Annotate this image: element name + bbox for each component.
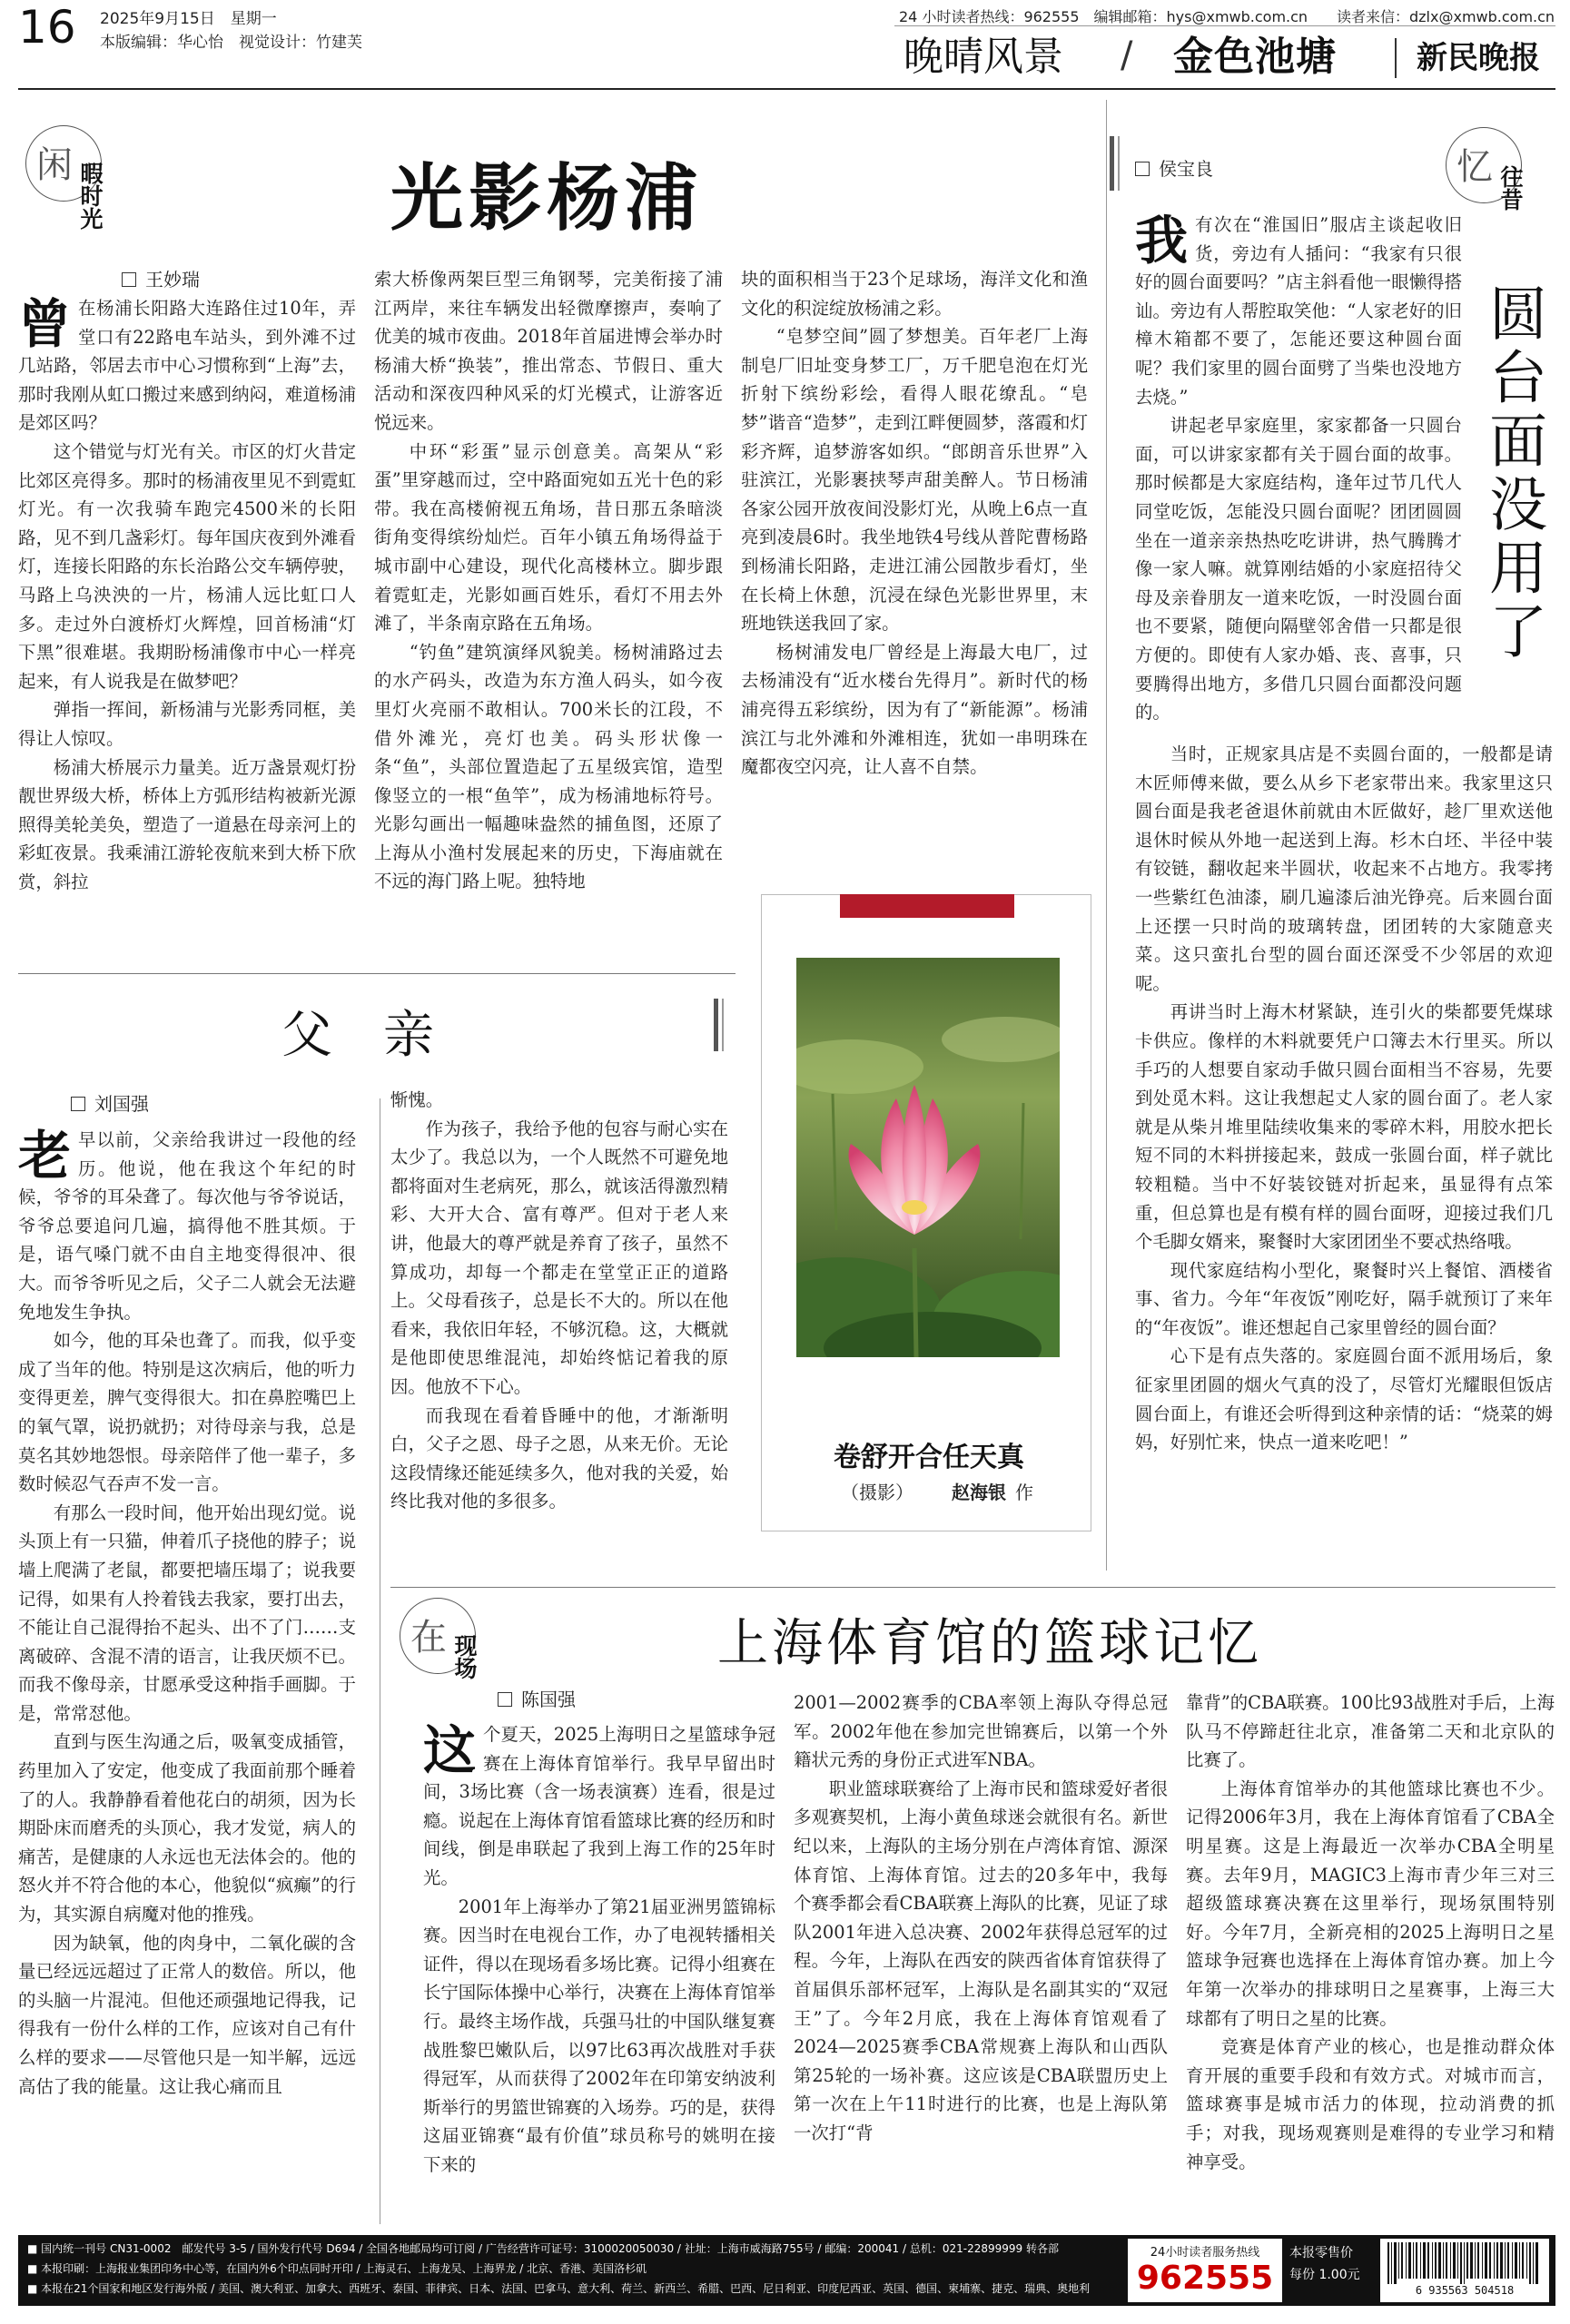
paragraph-continued: 2001—2002赛季的CBA率领上海队夺得总冠军。2002年他在参加完世锦赛后，以第一个外籍状元秀的身份正式进军NBA。 <box>794 1692 1168 1771</box>
paragraph: 中环“彩蛋”显示创意美。高架从“彩蛋”里穿越而过，空中路面宛如五光十色的彩带。我在高楼俯视五角场，昔日那五条暗淡街角变得缤纷灿烂。百年小镇五角场得益于城市副中心建设，现代化高楼林立。脚步跟着霓虹走，光影如画百姓乐，看灯不用去外滩了，半条南京路在五角场。 <box>374 440 723 635</box>
article-column <box>374 265 723 948</box>
paragraph: 因为缺氧，他的肉身中，二氧化碳的含量已经远远超过了正常人的数倍。所以，他的头脑一片混沌。但他还顽强地记得我，记得我有一份什么样的工作，应该对自己有什么样的要求——尽管他只是一知半解，远远高估了我的能量。这让我心痛而且 <box>18 1932 356 2097</box>
footer-hotline-label: 24小时读者服务热线 <box>1150 2246 1260 2260</box>
badge-memory-main: 忆 <box>1456 146 1493 188</box>
section-slash: / <box>1121 34 1133 76</box>
lead-paragraph: 有次在“淮国旧”服店主谈起收旧货，旁边有人插问：“我家有只很好的圆台面要吗？”店主斜看他一眼懒得搭讪。旁边有人帮腔取笑他：“人家老好的旧樟木箱都不要了，怎能还要这种圆台面呢？我们家里的圆台面劈了当柴也没地方去烧。” <box>1135 214 1462 408</box>
photo-caption: 卷舒开合任天真 <box>834 1442 1024 1473</box>
badge-leisure-sub: 暇时光 <box>77 162 104 230</box>
byline-liu <box>71 1089 149 1116</box>
paragraph: 杨浦大桥展示力量美。近万盏景观灯扮靓世界级大桥，桥体上方弧形结构被新光源照得美轮美奂，塑造了一道悬在母亲河上的彩虹夜景。我乘浦江游轮夜航来到大桥下欣赏，斜拉 <box>18 756 356 892</box>
masthead-divider <box>1395 38 1397 78</box>
paragraph: 而我现在看着昏睡中的他，才渐渐明白，父子之恩、母子之恩，从来无价。无论这段情缘还能延续多久，他对我的关爱，始终比我对他的多很多。 <box>390 1404 728 1512</box>
footer-line: ■ 本报在21个国家和地区发行海外版 / 美国、澳大利亚、加拿大、西班牙、泰国、菲律宾、日本、法国、巴拿马、意大利、荷兰、新西兰、希腊、巴西、尼日利亚、印度尼西亚、英国、德国、柬埔寨、捷克、瑞典、奥地利 <box>27 2282 1091 2295</box>
paragraph: 现代家庭结构小型化，聚餐时兴上餐馆、酒楼省事、省力。今年“年夜饭”刚吃好，隔手就预订了来年的“年夜饭”。谁还想起自己家里曾经的圆台面？ <box>1135 1259 1553 1338</box>
article-title-father: 父 亲 <box>281 1006 434 1065</box>
article-column <box>1135 211 1462 728</box>
article-column <box>794 1689 1168 2224</box>
paragraph: 杨树浦发电厂曾经是上海最大电厂，过去杨浦没有“近水楼台先得月”。新时代的杨浦亮得五彩缤纷，因为有了“新能源”。杨浦滨江与北外滩和外滩相连，犹如一串明珠在魔都夜空闪亮，让人喜不自禁。 <box>741 641 1088 778</box>
footer-line: ■ 国内统一刊号 CN31-0002 邮发代号 3-5 / 国外发行代号 D694 / 全国各地邮局均可订阅 / 广告经营许可证号：3100020050030 / 社址：上海市威海路755号 / 邮编：200041 / 总机：021-22899999 转各部 <box>27 2242 1059 2255</box>
article-column <box>390 1086 728 1594</box>
photo-credit <box>841 1478 1033 1504</box>
paragraph: 作为孩子，我给予他的包容与耐心实在太少了。我总以为，一个人既然不可避免地都将面对生老病死，那么，就该活得激烈精彩、大开大合、富有尊严。但对于老人来讲，他最大的尊严就是养育了孩子，虽然不算成功，却每一个都走在堂堂正正的道路上。父母看孩子，总是长不大的。所以在他看来，我依旧年轻，不够沉稳。这，大概就是他即使思维混沌，却始终惦记着我的原因。他放不下心。 <box>390 1118 728 1397</box>
badge-leisure-main: 闲 <box>36 144 73 186</box>
lead-paragraph: 个夏天，2025上海明日之星篮球争冠赛在上海体育馆举行。我早早留出时间，3场比赛（含一场表演赛）连看，很是过瘾。说起在上海体育馆看篮球比赛的经历和时间线，倒是串联起了我到上海工作的25年时光。 <box>423 1724 775 1888</box>
dropcap: 老 <box>18 1126 72 1187</box>
masthead-editors: 本版编辑：华心怡 视觉设计：竹建芙 <box>100 34 362 52</box>
footer-hotline-box <box>1128 2239 1282 2302</box>
author-name: 陈国强 <box>521 1689 576 1710</box>
byline-box-icon <box>1135 162 1150 176</box>
paragraph: 职业篮球联赛给了上海市民和篮球爱好者很多观赛契机，上海小黄鱼球迷会就很有名。新世纪以来，上海队的主场分别在卢湾体育馆、源深体育馆、上海体育馆。过去的20多年中，我每个赛季都会看CBA联赛上海队的比赛，见证了球队2001年进入总决赛、2002年获得总冠军的过程。今年，上海队在西安的陕西省体育馆获得了首届俱乐部杯冠军，上海队是名副其实的“双冠王”了。今年2月底，我在上海体育馆观看了2024—2025赛季CBA常规赛上海队和山西队第25轮的一场补赛。这应该是CBA联盟历史上第一次在上午11时进行的比赛，也是上海队第一次打“背 <box>794 1777 1168 2143</box>
paragraph: 如今，他的耳朵也聋了。而我，似乎变成了当年的他。特别是这次病后，他的听力变得更差，脾气变得很大。扣在鼻腔嘴巴上的氧气罩，说扔就扔；对待母亲与我，总是莫名其妙地怨恨。母亲陪伴了他一辈子，多数时候忍气吞声不发一言。 <box>18 1330 356 1495</box>
masthead-reader-mail: 读者来信：dzlx@xmwb.com.cn <box>1337 8 1555 25</box>
article-title-basketball: 上海体育馆的篮球记忆 <box>717 1614 1262 1673</box>
title-accent-bar <box>1118 136 1120 191</box>
paragraph-continued: 块的面积相当于23个足球场，海洋文化和渔文化的积淀绽放杨浦之彩。 <box>741 269 1088 319</box>
photo-top-bar <box>840 894 1014 918</box>
paragraph: 讲起老早家庭里，家家都备一只圆台面，可以讲家家都有关于圆台面的故事。那时候都是大家庭结构，逢年过节几代人同堂吃饭，怎能没只圆台面呢？团团圆圆坐在一道亲亲热热吃吃讲讲，热气腾腾才像一家人嘛。就算刚结婚的小家庭招待父母及亲眷朋友一道来吃饭，一时没圆台面也不要紧，随便向隔壁邻舍借一只都是很方便的。即使有人家办婚、丧、喜事，只要腾得出地方，多借几只圆台面都没问题的。 <box>1135 415 1462 724</box>
badge-memory-sub: 往昔 <box>1497 165 1524 211</box>
lotus-image <box>796 958 1060 1357</box>
newspaper-logo: 新民晚报 <box>1417 40 1540 76</box>
author-name: 王妙瑞 <box>145 269 200 290</box>
paragraph: “皂梦空间”圆了梦想美。百年老厂上海制皂厂旧址变身梦工厂，万千肥皂泡在灯光折射下缤纷彩绘，看得人眼花缭乱。“皂梦”谐音“造梦”，走到江畔便圆梦，落霞和灯彩齐辉，追梦游客如织。“郎朗音乐世界”入驻滨江，光影裹挟琴声甜美醉人。节日杨浦各家公园开放夜间没影灯光，从晚上6点一直亮到凌晨6时。我坐地铁4号线从普陀曹杨路到杨浦长阳路，走进江浦公园散步看灯，坐在长椅上休憩，沉浸在绿色光影世界里，末班地铁送我回了家。 <box>741 326 1088 635</box>
divider-rule <box>390 1587 1555 1588</box>
title-accent-bar <box>714 999 718 1051</box>
paragraph: 2001年上海举办了第21届亚洲男篮锦标赛。因当时在电视台工作，办了电视转播相关证件，得以在现场看多场比赛。记得小组赛在长宁国际体操中心举行，决赛在上海体育馆举行。最终主场作战，兵强马壮的中国队继复赛战胜黎巴嫩队后，以97比63再次战胜对手获得冠军，从而获得了2002年在印第安纳波利斯举行的男篮世锦赛的入场券。巧的是，获得这届亚锦赛“最有价值”球员称号的姚明在接下来的 <box>423 1896 775 2175</box>
article-title-guangying: 光影杨浦 <box>390 155 703 241</box>
masthead <box>0 0 1570 87</box>
photo-lotus <box>796 958 1060 1357</box>
article-column <box>741 265 1088 882</box>
footer-info <box>27 2239 1117 2299</box>
section-title: 晚晴风景 <box>903 34 1063 80</box>
article-column <box>1186 1689 1555 2224</box>
footer-price-value: 每份 1.00元 <box>1289 2268 1360 2282</box>
paragraph-continued: 靠背”的CBA联赛。100比93战胜对手后，上海队马不停蹄赶往北京，准备第二天和北京队的比赛了。 <box>1186 1692 1555 1771</box>
title-accent-bar <box>722 999 724 1051</box>
article-column <box>423 1720 775 2224</box>
article-title-round-table: 圆台面没用了 <box>1479 283 1546 665</box>
paragraph-continued: 惭愧。 <box>390 1089 444 1110</box>
page-number: 16 <box>18 1 76 54</box>
lead-paragraph: 早以前，父亲给我讲过一段他的经历。他说，他在我这个年纪的时候，爷爷的耳朵聋了。每次他与爷爷说话，爷爷总要追问几遍，搞得他不胜其烦。于是，语气嗓门就不由自主地变得很冲、很大。而爷爷听见之后，父子二人就会无法避免地发生争执。 <box>18 1129 356 1323</box>
barcode <box>1380 2239 1549 2302</box>
photo-credit-type: （摄影） <box>841 1482 913 1503</box>
masthead-hotline: 24 小时读者热线：962555 编辑邮箱：hys@xmwb.com.cn <box>899 8 1308 25</box>
paragraph: 当时，正规家具店是不卖圆台面的，一般都是请木匠师傅来做，要么从乡下老家带出来。我家里这只圆台面是我老爸退休前就由木匠做好，趁厂里欢送他退休时候从外地一起送到上海。杉木白坯、半径中装有铰链，翻收起来半圆状，收起来不占地方。我零拷一些紫红色油漆，刷几遍漆后油光铮亮。后来圆台面上还摆一只时尚的玻璃转盘，团团转的大家随意夹菜。这只蛮扎台型的圆台面还深受不少邻居的欢迎呢。 <box>1135 743 1553 994</box>
badge-scene-sub: 现场 <box>451 1634 478 1679</box>
paragraph: 直到与医生沟通之后，吸氧变成插管，药里加入了安定，他变成了我面前那个睡着了的人。我静静看着他花白的胡须，因为长期卧床而磨秃的头顶心，我才发觉，病人的痛苦，是健康的人永远也无法体会的。他的怒火并不符合他的本心，他貌似“疯癫”的行为，其实源自病魔对他的推残。 <box>18 1731 356 1925</box>
footer-line: ■ 本报印刷：上海报业集团印务中心等，在国内外6个印点同时开印 / 上海灵石、上海龙吴、上海界龙 / 北京、香港、美国洛杉矶 <box>27 2262 647 2275</box>
byline-hou <box>1135 154 1213 181</box>
masthead-bottom-rule <box>18 88 1555 90</box>
footer-hotline-number: 962555 <box>1136 2260 1274 2297</box>
byline-box-icon <box>71 1097 85 1111</box>
lead-paragraph: 在杨浦长阳路大连路住过10年，弄堂口有22路电车站头，到外滩不过几站路，邻居去市中心习惯称到“上海”去，那时我刚从虹口搬过来感到纳闷，难道杨浦是郊区吗？ <box>18 298 356 434</box>
column-divider <box>1106 100 1107 1571</box>
dropcap: 曾 <box>18 294 72 355</box>
dropcap: 这 <box>423 1720 477 1781</box>
footer-price <box>1289 2242 1376 2302</box>
paragraph: 心下是有点失落的。家庭圆台面不派用场后，象征家里团圆的烟火气真的没了，尽管灯光耀眼但饭店圆台面上，有谁还会听得到这种亲情的话：“烧菜的姆妈，好别忙来，快点一道来吃吧！” <box>1135 1345 1553 1453</box>
paragraph-continued: 索大桥像两架巨型三角钢琴，完美衔接了浦江两岸，来往车辆发出轻微摩擦声，奏响了优美的城市夜曲。2018年首届进博会举办时杨浦大桥“换装”，推出常态、节假日、重大活动和深夜四种风采的灯光模式，让游客近悦远来。 <box>374 269 723 433</box>
barcode-icon <box>1380 2239 1549 2286</box>
paragraph: 竞赛是体育产业的核心，也是推动群众体育开展的重要手段和有效方式。对城市而言，篮球赛事是城市活力的体现，拉动消费的抓手；对我，现场观赛则是难得的专业学习和精神享受。 <box>1186 2036 1555 2172</box>
article-column <box>18 1126 356 2224</box>
photo-credit-name: 赵海银 <box>952 1482 1006 1503</box>
masthead-date: 2025年9月15日 星期一 <box>100 10 277 28</box>
author-name: 刘国强 <box>94 1093 149 1115</box>
article-column <box>1135 740 1553 1566</box>
paragraph: 再讲当时上海木材紧缺，连引火的柴都要凭煤球卡供应。像样的木料就要凭户口簿去木行里买。所以手巧的人想要自家动手做只圆台面相当不容易，先要到处觅木料。这让我想起丈人家的圆台面了。老人家就是从柴爿堆里陆续收集来的零碎木料，用胶水把长短不同的木料拼接起来，鼓成一张圆台面，样子就比较粗糙。当中不好装铰链对折起来，虽显得有点笨重，但总算也是有模有样的圆台面呀，迎接过我们几个毛脚女婿来，聚餐时大家团团坐不要忒热络哦。 <box>1135 1001 1553 1253</box>
paragraph: 上海体育馆举办的其他篮球比赛也不少。记得2006年3月，我在上海体育馆看了CBA全明星赛。这是上海最近一次举办CBA全明星赛。去年9月，MAGIC3上海市青少年三对三超级篮球赛决赛在这里举行，现场氛围特别好。今年7月，全新亮相的2025上海明日之星篮球争冠赛也选择在上海体育馆办赛。加上今年第一次举办的排球明日之星赛事，上海三大球都有了明日之星的比赛。 <box>1186 1777 1555 2029</box>
byline-box-icon <box>122 272 136 287</box>
barcode-number: 6 935563 504518 <box>1415 2284 1515 2297</box>
dropcap: 我 <box>1135 211 1189 271</box>
title-accent-bar <box>1110 136 1114 191</box>
footer-price-label: 本报零售价 <box>1289 2246 1353 2260</box>
paragraph: 弹指一挥间，新杨浦与光影秀同框，美得让人惊叹。 <box>18 699 356 749</box>
author-name: 侯宝良 <box>1159 158 1213 180</box>
byline-chen <box>498 1685 576 1711</box>
masthead-rule <box>894 25 1555 26</box>
paragraph: 这个错觉与灯光有关。市区的灯火昔定比郊区亮得多。那时的杨浦夜里见不到霓虹灯光。有一次我骑车跑完4500米的长阳路，见不到几盏彩灯。每年国庆夜到外滩看灯，连接长阳路的东长治路公交车辆停驶，马路上乌泱泱的一片，杨浦人远比虹口人多。走过外白渡桥灯火辉煌，回首杨浦“灯下黑”很难堪。我期盼杨浦像市中心一样亮起来，有人说我是在做梦吧？ <box>18 440 356 692</box>
paragraph: “钓鱼”建筑演绎风貌美。杨树浦路过去的水产码头，改造为东方渔人码头，如今夜里灯火亮丽不敢相认。700米长的江段，不借外滩光，亮灯也美。码头形状像一条“鱼”，头部位置造起了五星级宾馆，造型像竖立的一根“鱼竿”，成为杨浦地标符号。光影勾画出一幅趣味盎然的捕鱼图，还原了上海从小渔村发展起来的历史，下海庙就在不远的海门路上呢。独特地 <box>374 641 723 892</box>
byline-box-icon <box>498 1692 512 1707</box>
article-column <box>18 294 356 948</box>
photo-credit-suffix: 作 <box>1015 1482 1033 1503</box>
byline-wang <box>122 265 200 291</box>
divider-rule <box>18 973 736 974</box>
column-title: 金色池塘 <box>1173 34 1337 80</box>
paragraph: 有那么一段时间，他开始出现幻觉。说头顶上有一只猫，伸着爪子挠他的脖子；说墙上爬满了老鼠，都要把墙压塌了；说我要记得，如果有人拎着钱去我家，要打出去，不能让自己混得抬不起头、出不了门……支离破碎、含混不清的语言，让我厌烦不已。而我不像母亲，甘愿承受这种指手画脚。于是，常常怼他。 <box>18 1502 356 1724</box>
badge-scene-main: 在 <box>410 1617 447 1659</box>
